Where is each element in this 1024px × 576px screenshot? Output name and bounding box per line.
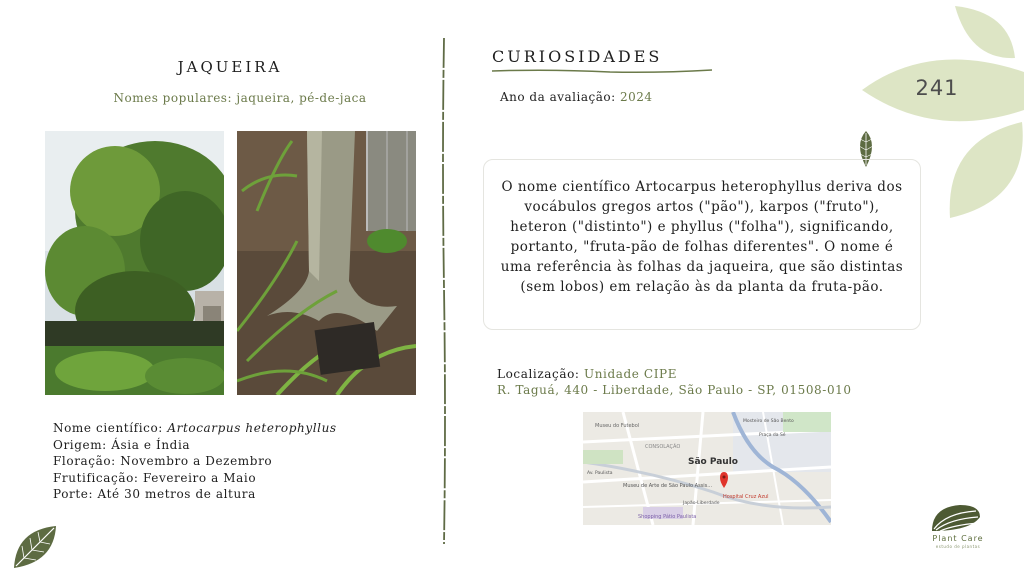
size-row: Porte: Até 30 metros de altura [53,487,256,501]
origin-row: Origem: Ásia e Índia [53,437,191,452]
map-label-paulista: Av. Paulista [587,471,613,476]
plant-info [53,420,337,503]
curiosities-title: CURIOSIDADES [492,47,663,66]
map-label-hospital: Hospital Cruz Azul [723,494,769,500]
brand-name: Plant Care [932,534,984,543]
trunk-photo [237,131,416,395]
plant-care-logo-icon [930,503,982,533]
popular-names: Nomes populares: jaqueira, pé-de-jaca [113,91,367,105]
title-underline [490,67,715,75]
fruiting-row: Frutificação: Fevereiro a Maio [53,470,257,485]
map-label-liberdade: Japão-Liberdade [683,501,720,506]
flowering-row: Floração: Novembro a Dezembro [53,454,273,468]
vertical-divider [440,38,448,544]
address: R. Taguá, 440 - Liberdade, São Paulo - SP, 01508-010 [497,383,852,397]
map-label-museu-futebol: Museu do Futebol [595,423,640,429]
map-label-masp: Museu de Arte de São Paulo Assis... [623,483,713,489]
map-label-mosteiro: Mosteiro de São Bento [743,419,794,424]
brand-tagline: estudo de plantas [935,544,981,549]
map-city-label: São Paulo [688,457,738,467]
map-label-shopping: Shopping Pátio Paulista [638,514,697,520]
leaf-icon [10,522,60,572]
plant-title: JAQUEIRA [177,58,283,76]
location-map[interactable] [583,412,831,525]
page-number: 241 [915,76,959,100]
map-label-consolacao: CONSOLAÇÃO [645,444,681,450]
evaluation-year: Ano da avaliação: 2024 [500,90,653,104]
location-info: Localização: Unidade CIPE R. Taguá, 440 - Liberdade, São Paulo - SP, 01508-010 [497,367,852,397]
map-label-se: Praça da Sé [759,433,786,438]
tree-photo [45,131,224,395]
scientific-name-row: Nome científico: Artocarpus heterophyllus [53,421,337,435]
curiosity-card: O nome científico Artocarpus heterophyllus deriva dos vocábulos gregos artos ("pão"), karpos ("fruto"), heteron ("distinto") e phyllus ("folha"), significando, portanto, "fruta-pão de folhas diferentes". O nome é uma referência às folhas da jaqueira, que são distintas (sem lobos) em relação às da planta da fruta-pão. [483,159,921,330]
